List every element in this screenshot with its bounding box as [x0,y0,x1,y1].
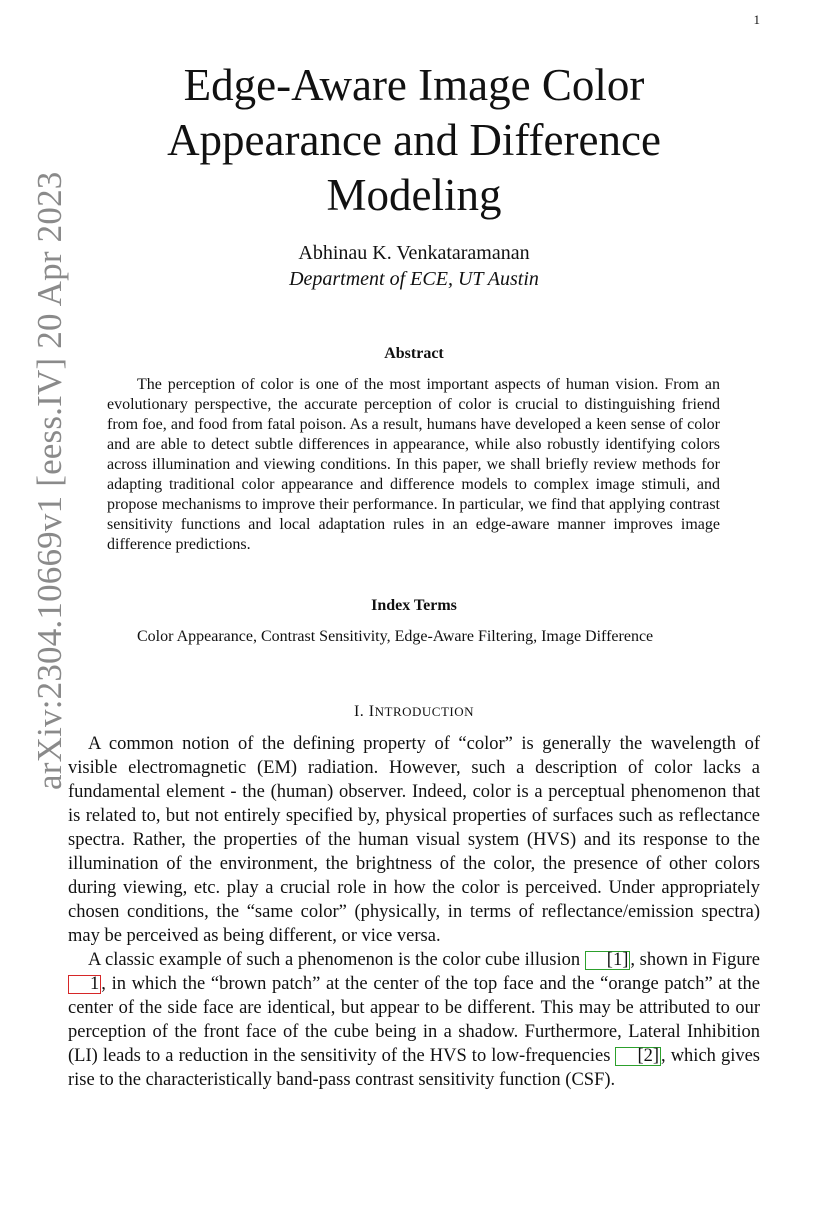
intro-paragraph-2-text: , shown in Figure [630,950,761,970]
section-heading-introduction [100,703,728,721]
intro-paragraph-1: A common notion of the defining property of “color” is generally the wavelength of visible electromagnetic (EM) radiation. However, such a description of color lacks a fundamental element - the (human) observer. Indeed, color is a perceptual phenomenon that is related to, but not entirely specified by, physical properties of surfaces such as reflectance spectra. Rather, the properties of the human visual system (HVS) and its response to the illumination of the environment, the brightness of the color, the presence of other colors during viewing, etc. play a crucial role in how the color is perceived. Under appropriately chosen conditions, the “same color” (physically, in terms of reflectance/emission spectra) may be perceived as being different, or vice versa. [68,734,760,946]
section-number: I. [353,703,365,720]
intro-paragraph-2-text: , in which the “brown patch” at the center of the top face and the “orange patch” at the center of the side face are identical, but appear to be different. This may be attributed to our perception of the front face of the cube being in a shadow. Furthermore, Lateral Inhibition (LI) leads to a reduction in the sensitivity of the HVS to low-frequencies [68,974,760,1066]
abstract-heading: Abstract [384,345,444,362]
index-terms-heading: Index Terms [371,597,457,614]
intro-paragraph-2-text: , which gives rise to the characteristically band-pass contrast sensitivity function (CSF). [68,1046,761,1090]
intro-paragraph-2-text: A classic example of such a phenomenon is the color cube illusion [88,950,585,970]
index-terms-body: Color Appearance, Contrast Sensitivity, Edge-Aware Filtering, Image Difference [137,628,654,645]
section-title-initial: I [368,703,375,720]
arxiv-identifier-stamp: arXiv:2304.10669v1 [eess.IV] 20 Apr 2023 [30,171,69,790]
figure-link-1[interactable]: 1 [68,975,101,994]
introduction-body [68,732,760,1092]
citation-link-1[interactable]: [1] [585,951,631,970]
abstract-body: The perception of color is one of the most important aspects of human vision. From an evolutionary perspective, the accurate perception of color is crucial to distinguishing friend from foe, and food from fatal poison. As a result, humans have developed a keen sense of color and are able to detect subtle differences in appearance, while also robustly identifying colors across illumination and viewing conditions. In this paper, we shall briefly review methods for adapting traditional color appearance and difference models to complex image stimuli, and propose mechanisms to improve their performance. In particular, we find that applying contrast sensitivity functions and local adaptation rules in an edge-aware manner improves image difference predictions. [107,376,720,553]
author-affiliation: Department of ECE, UT Austin [289,268,539,290]
paper-title: Edge-Aware Image Color Appearance and Difference Modeling [167,60,661,220]
page-number: 1 [753,12,760,27]
section-title-rest: NTRODUCTION [374,704,475,719]
citation-link-2[interactable]: [2] [615,1047,661,1066]
intro-paragraph-2 [68,948,760,1092]
author-name: Abhinau K. Venkataramanan [298,242,530,264]
